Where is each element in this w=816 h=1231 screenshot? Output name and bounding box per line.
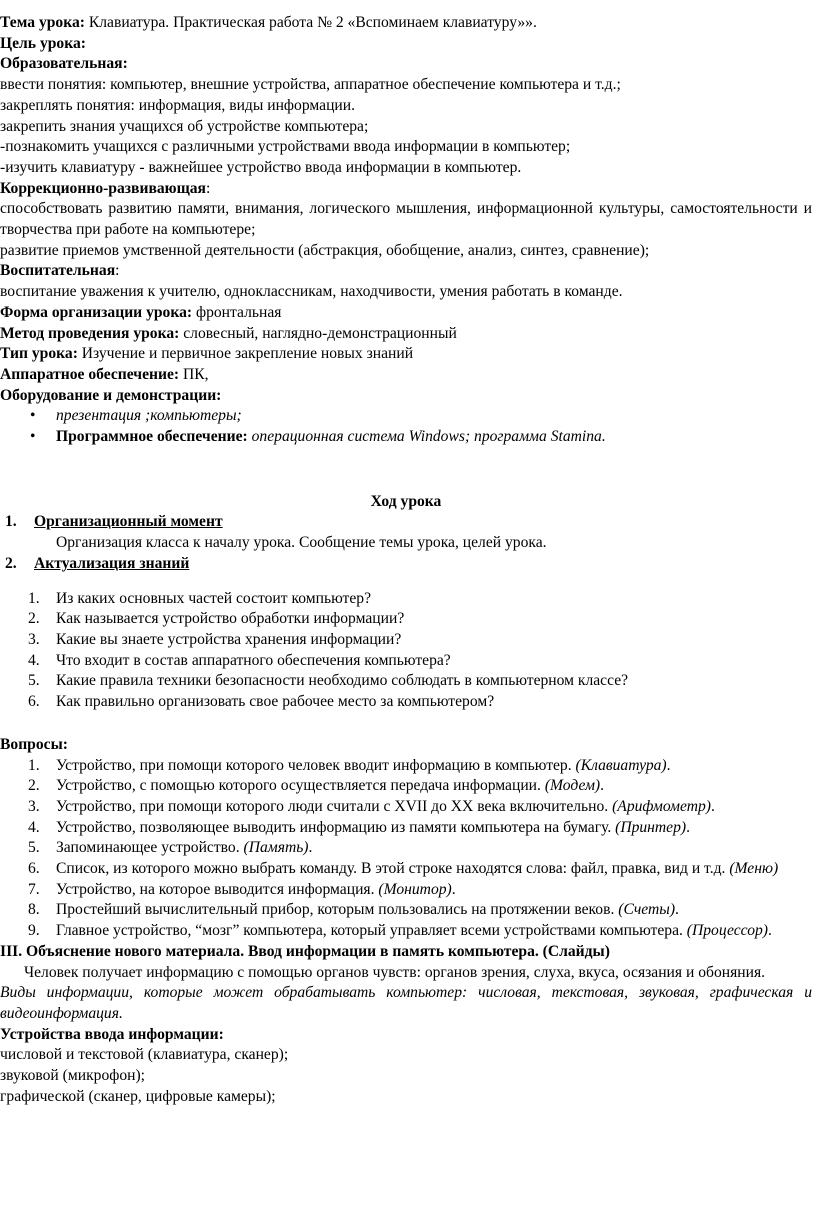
section-2-heading: 2. Актуализация знаний — [5, 554, 190, 572]
educational-heading: Образовательная: — [0, 55, 128, 73]
method-line: Метод проведения урока: словесный, наглядно-демонстрационный — [0, 324, 457, 342]
upbringing-text: воспитание уважения к учителю, одноклассникам, находчивости, умения работать в команде. — [0, 283, 623, 301]
educational-line: ввести понятия: компьютер, внешние устройства, аппаратное обеспечение компьютера и т.д.; — [0, 76, 621, 94]
list-item: 2. Устройство, с помощью которого осуществляется передача информации. (Модем). — [28, 777, 605, 795]
list-item: 4. Что входит в состав аппаратного обеспечения компьютера? — [28, 651, 451, 669]
input-device-line: звуковой (микрофон); — [0, 1067, 146, 1085]
list-item: 4. Устройство, позволяющее выводить информацию из памяти компьютера на бумагу. (Принтер). — [28, 818, 690, 836]
type-line: Тип урока: Изучение и первичное закрепление новых знаний — [0, 345, 414, 363]
goal-heading: Цель урока: — [0, 34, 86, 52]
correctional-heading: Коррекционно-развивающая: — [0, 179, 211, 197]
correctional-paragraph: способствовать развитию памяти, внимания, логического мышления, информационной культуры, самостоятельности и творчества при работе на компьютере; — [0, 200, 812, 239]
upbringing-heading: Воспитательная: — [0, 262, 120, 280]
bullet-icon: • — [30, 428, 36, 446]
educational-line: закреплять понятия: информация, виды информации. — [0, 96, 356, 114]
list-item: 5. Запоминающее устройство. (Память). — [28, 839, 313, 857]
educational-line: -познакомить учащихся с различными устройствами ввода информации в компьютер; — [0, 138, 571, 156]
course-heading: Ход урока — [370, 492, 442, 510]
section-1-heading: 1. Организационный момент — [5, 513, 223, 531]
form-line: Форма организации урока: фронтальная — [0, 303, 282, 321]
equipment-item: • презентация ;компьютеры; — [0, 406, 812, 427]
list-item: 2. Как называется устройство обработки информации? — [28, 610, 405, 628]
input-device-line: числовой и текстовой (клавиатура, сканер); — [0, 1046, 289, 1064]
educational-line: закрепить знания учащихся об устройстве компьютера; — [0, 117, 369, 135]
section-3-heading: III. Объяснение нового материала. Ввод информации в память компьютера. (Слайды) — [0, 942, 610, 960]
list-item: 1. Из каких основных частей состоит компьютер? — [28, 589, 371, 607]
list-item: 3. Устройство, при помощи которого люди считали с XVII до XX века включительно. (Арифмометр). — [28, 797, 715, 815]
list-item: 6. Список, из которого можно выбрать команду. В этой строке находятся слова: файл, правка, вид и т.д. (Меню) — [28, 860, 779, 878]
list-item: 5. Какие правила техники безопасности необходимо соблюдать в компьютерном классе? — [28, 672, 629, 690]
riddles-list — [0, 756, 812, 942]
equipment-heading: Оборудование и демонстрации: — [0, 386, 222, 404]
list-item: 3. Какие вы знаете устройства хранения информации? — [28, 630, 402, 648]
review-questions-list — [0, 589, 812, 713]
bullet-icon: • — [30, 407, 36, 425]
input-devices-heading: Устройства ввода информации: — [0, 1025, 224, 1043]
list-item: 9. Главное устройство, “мозг” компьютера, который управляет всеми устройствами компьютера. (Процессор). — [28, 922, 772, 940]
questions-heading: Вопросы: — [0, 735, 68, 753]
section-3-paragraph: Человек получает информацию с помощью органов чувств: органов зрения, слуха, вкуса, осязания и обоняния. — [24, 963, 766, 981]
section-3-paragraph: Виды информации, которые может обрабатывать компьютер: числовая, текстовая, звуковая, графическая и видеоинформация. — [0, 984, 812, 1022]
educational-line: -изучить клавиатуру - важнейшее устройство ввода информации в компьютер. — [0, 158, 522, 176]
equipment-item: • Программное обеспечение: операционная система Windows; программа Stamina. — [0, 427, 812, 448]
hardware-line: Аппаратное обеспечение: ПК, — [0, 365, 209, 383]
list-item: 6. Как правильно организовать свое рабочее место за компьютером? — [28, 693, 495, 711]
section-1-text: Организация класса к началу урока. Сообщение темы урока, целей урока. — [56, 534, 547, 552]
topic-label: Тема урока: — [0, 14, 85, 31]
input-device-line: графической (сканер, цифровые камеры); — [0, 1087, 276, 1105]
list-item: 1. Устройство, при помощи которого человек вводит информацию в компьютер. (Клавиатура). — [28, 756, 671, 774]
list-item: 7. Устройство, на которое выводится информация. (Монитор). — [28, 880, 456, 898]
correctional-paragraph: развитие приемов умственной деятельности (абстракция, обобщение, анализ, синтез, сравнение); — [0, 241, 650, 259]
topic-text: Клавиатура. Практическая работа № 2 «Вспоминаем клавиатуру»». — [84, 14, 537, 31]
list-item: 8. Простейший вычислительный прибор, которым пользовались на протяжении веков. (Счеты). — [28, 901, 679, 919]
topic-line — [0, 13, 812, 34]
